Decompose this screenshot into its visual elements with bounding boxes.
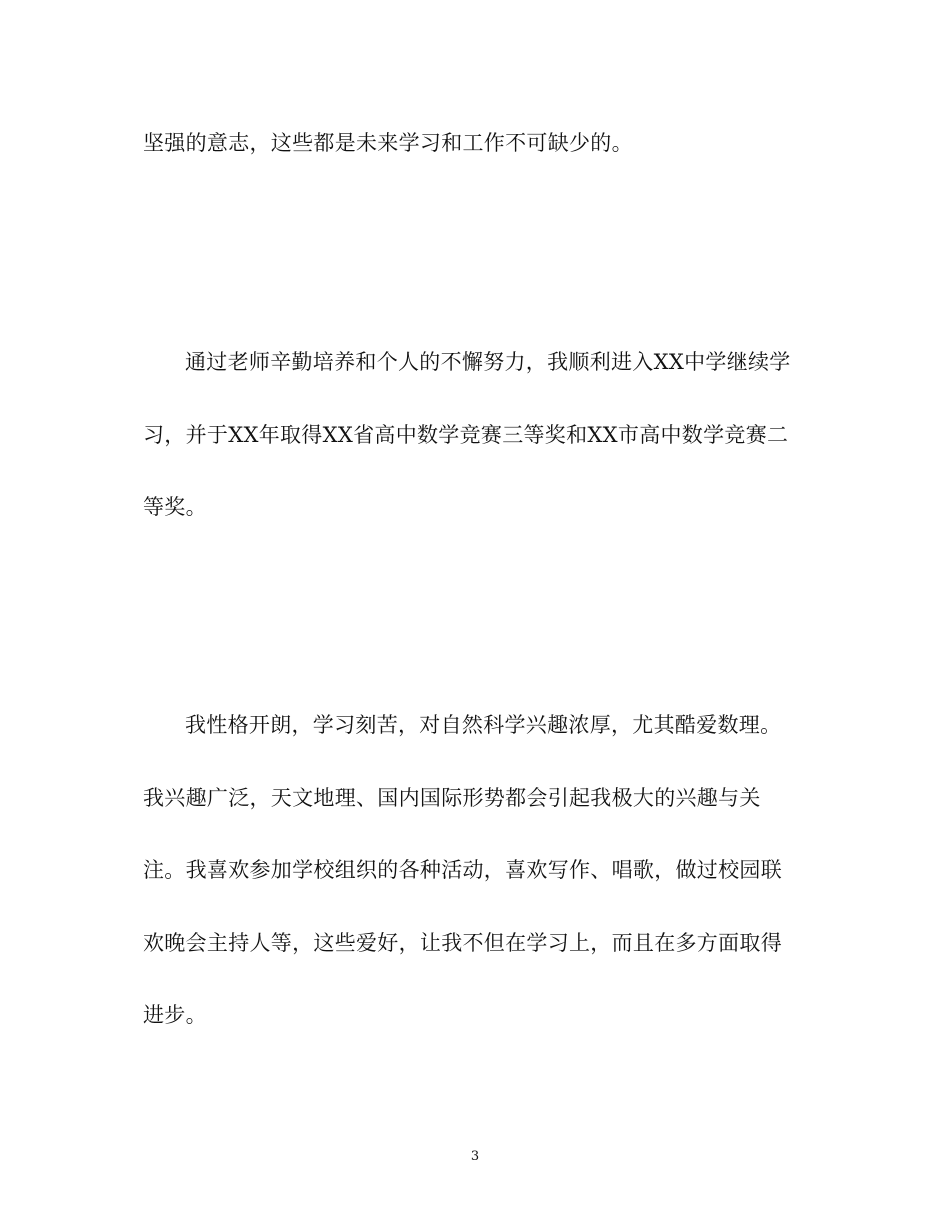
- text-line: 坚强的意志，这些都是未来学习和工作不可缺少的。: [143, 131, 633, 155]
- page-number: 3: [470, 1149, 480, 1164]
- text-line: 进步。: [143, 1003, 207, 1027]
- text-line: 等奖。: [143, 495, 207, 519]
- text-line: 我性格开朗，学习刻苦，对自然科学兴趣浓厚，尤其酷爱数理。: [185, 713, 782, 737]
- text-line: 通过老师辛勤培养和个人的不懈努力，我顺利进入XX中学继续学: [185, 350, 791, 374]
- text-line: 我兴趣广泛，天文地理、国内国际形势都会引起我极大的兴趣与关: [143, 786, 761, 810]
- text-line: 欢晚会主持人等，这些爱好，让我不但在学习上，而且在多方面取得: [143, 931, 782, 955]
- text-line: 注。我喜欢参加学校组织的各种活动，喜欢写作、唱歌，做过校园联: [143, 858, 782, 882]
- text-line: 习，并于XX年取得XX省高中数学竞赛三等奖和XX市高中数学竞赛二: [143, 423, 789, 447]
